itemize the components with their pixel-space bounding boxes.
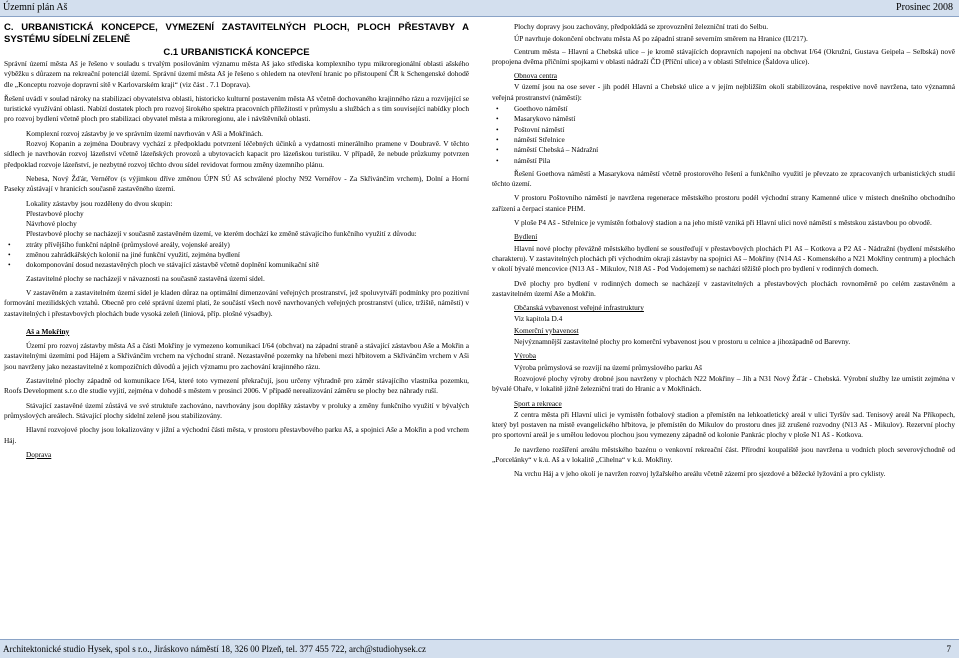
paragraph: Správní území města Aš je řešeno v souladu s trvalým posilováním významu města Aš jako střediska komplexního typu mikroregionální oblasti ašského výběžku s důrazem na rekreační potenciál území. Správní území města Aš je řešeno s ohledem na otevření hranic po přistoupení ČR k Schengenské dohodě dle „Konceptu rozvoje dopravní sítě v Karlovarském kraji“ (viz část . 7.1 Doprava). [4,59,469,89]
list-item: • náměstí Chebská – Nádražní [492,145,955,155]
paragraph: Zastavitelné plochy západně od komunikace I/64, které toto vymezení překračují, jsou určeny výhradně pro záměr stávajícího vlastníka pozemku, Roofs Development s.r.o dle studie vyjití, zejména v dohodě s městem v prosinci 2006. V případě nerealizování záměru se plochy bez náhrady ruší. [4,376,469,396]
heading-sport-rekreace: Sport a rekreace [514,398,562,408]
list-item: Přestavbové plochy [26,208,84,218]
right-column [492,22,955,484]
paragraph: Komplexní rozvoj zástavby je ve správním území navrhován v Aši a Mokřinách. [26,128,263,138]
list-item: • náměstí Střelnice [492,135,955,145]
paragraph: Hlavní nové plochy převážně městského bydlení se soustřeďují v přestavbových plochách P1 Aš – Kotkova a P2 Aš - Nádražní (bydlení městského charakteru). V zastavitelných plochách při východním okraji zástavby na spojnici Aš – Mokřiny (N14 Aš - Komenského a N21 Mokřiny centrum) a plochách v okolí bývalé mencovice (N13 Aš - Mikulov, N18 Aš - Pod Vodojemem) se nachází těžiště ploch pro bydlení v rodinných domech. [492,243,955,274]
page-header [0,0,959,17]
heading-doprava: Doprava [26,449,52,459]
heading-bydleni: Bydlení [514,232,538,242]
list-item: • náměstí Pila [492,156,955,166]
reason-list [4,240,469,271]
paragraph: Plochy dopravy jsou zachovány, předpokládá se zprovoznění železniční trati do Selbu. [514,22,769,31]
paragraph: Rozvoj Kopanin a zejména Doubravy vychází z předpokladu potvrzení léčebných účinků a vydatnosti minerálního pramene v Doubravě. V těchto sídlech je navrhován rozvoj lázeňství včetně lázeňských provozů a ubytovacích kapacit pro lázeňskou turistiku. V případě, že nebude průzkumy potvrzen předpoklad rozvoje lázeňství, je nezbytné rozvoj těchto dvou sídel revidovat formou změny územního plánu. [4,139,469,169]
list-item: Návrhové plochy [26,219,77,229]
paragraph: Z centra města při Hlavní ulici je vymístěn fotbalový stadion a přemístěn na lehkoatletický areál v ulici Tyršův sad. Tenisový areál Na Příkopech, který byl postaven na místě evangelického hřbitova, je přemístěn do Mikulov do prostoru dnes již zrušené rozvodny (N13 Aš - Mikulov). Rezervní plochy pro sportovní areál je s umělou ledovou plochou jsou vymezeny západně od kolonie Pankrác plochy v ploše N1 Aš - Kotkova. [492,409,955,440]
group-list [4,209,469,230]
heading-obnova-centra: Obnova centra [514,71,558,81]
subsection-heading: C.1 URBANISTICKÁ KONCEPCE [163,47,310,58]
paragraph: V zastavěném a zastavitelném území sídel je kladen důraz na optimální dimenzování veřejných prostranství, jež spoluvytváří podmínky pro pozitivní formování mezilidských vztahů. Obecně pro celé správní území platí, že součástí všech nově navrhovaných veřejných prostranství (ulice, tržiště, náměstí) v zastavitelných i přestavbových plochách bude vysoká zeleň (liniová, příp. plošné výsadby). [4,287,469,318]
page-number: 7 [946,644,951,654]
paragraph: Na vrchu Háj a v jeho okolí je navržen rozvoj lyžařského areálu včetně zázemí pro sjezdové a běžecké lyžování a pro cyklisty. [514,469,886,479]
list-item: • Poštovní náměstí [492,125,955,135]
paragraph: Dvě plochy pro bydlení v rodinných domech se nacházejí v zastavitelných a přestavbových plochách rovnoměrně po celém zastavěném a zastavitelném území Aše a Mokřin. [492,278,955,298]
heading-obcanska-vybavenost: Občanská vybavenost veřejné infrastruktury [514,303,644,313]
list-item: • ztráty přívějšího funkční náplně (průmyslové areály, vojenské areály) [4,240,469,250]
footer-contact: Architektonické studio Hysek, spol s r.o., Jiráskovo náměstí 18, 326 00 Plzeň, tel. 377 455 722, arch@studiohysek.cz [3,644,426,654]
squares-list [492,104,955,166]
paragraph: V území jsou na ose sever - jih podél Hlavní a Chebské ulice a v jejím nejbližším okolí stabilizována, respektive nově navržena, tato významná veřejná prostranství (náměstí): [492,82,955,102]
paragraph: Rozvojové plochy výroby drobné jsou navrženy v plochách N22 Mokřiny – Jih a N31 Nový Žďár - Chebská. Výrobní služby lze umístit zejména v bývalé Ohaře, v lokalitě jižně železniční trati do Hranic a v Mokřinách. [492,373,955,394]
paragraph: Stávající zastavěné území zůstává ve své struktuře zachováno, navrhovány jsou doplňky zástavby v proluky a změny funkčního využití v bývalých průmyslových areálech. Stávající plochy sídelní zeleně jsou stabilizovány. [4,400,469,420]
paragraph: Nebesa, Nový Žďár, Vernéřov (s výjimkou dříve změnou ÚPN SÚ Aš schválené plochy N92 Vernéřov - Za Skřivánčím vrchem), Dolní a Horní Paseky zůstávají v hranicích současně zastavěného území. [4,173,469,194]
paragraph: Výroba průmyslová se rozvíjí na území průmyslového parku Aš [514,362,703,372]
page-footer [0,639,959,658]
heading-vyroba: Výroba [514,351,537,361]
paragraph: Centrum města – Hlavní a Chebská ulice – je kromě stávajících dopravních napojení na obchvat I/64 (Okružní, Gustava Geipela – Selbská) nově propojena dvěma přičními spojkami v oblasti nádraží ČD (Příční ulice) a v oblasti Střelnice (Šaldova ulice). [492,46,955,66]
paragraph: ÚP navrhuje dokončení obchvatu města Aš po západní straně severním směrem na Hranice (II/217). [514,34,808,44]
paragraph: Řešení uvádí v soulad nároky na stabilizaci obyvatelstva oblasti, historicko kulturní postavením města Aš včetně dochovaného krajinného rázu a rozvíjející se turistické využívání oblasti. Nabízí dostatek ploch pro rozvoj širokého spektra pracovních příležitostí v průmyslu a službách a s tím související nabídky ploch pro rozvoj bydlení včetně ploch pro stabilizaci obyvatel města a mikroregionu, ale i návštěvníků oblasti. [4,93,469,124]
list-item: • změnou zahrádkářských kolonií na jiné funkční využití, zejména bydlení [4,250,469,260]
paragraph: Přestavbové plochy se nacházejí v současně zastavěném území, ve kterém dochází ke změně stávajícího funkčního využití z důvodu: [26,229,417,239]
header-title: Územní plán Aš [3,2,68,13]
paragraph: Zastavitelné plochy se nacházejí v návaznosti na současně zastavěná území sídel. [26,273,265,283]
section-heading: C. URBANISTICKÁ KONCEPCE, VYMEZENÍ ZASTAVITELNÝCH PLOCH, PLOCH PŘESTAVBY A SYSTÉMU SÍDELNÍ ZELENĚ [4,22,469,45]
paragraph: Viz kapitola D.4 [514,314,563,324]
heading-as-mokriny: Aš a Mokřiny [26,326,70,336]
paragraph: Hlavní rozvojové plochy jsou lokalizovány v jižní a východní části města, v prostoru přestavbového parku Aš, a spojnici Aše a Mokřin a pod vrchem Háj. [4,425,469,445]
paragraph: Řešení Goethova náměstí a Masarykova náměstí včetně prostorového řešení a funkčního využití je převzato ze zpracovaných urbanistických studií těchto území. [492,168,955,189]
list-item: • Masarykovo náměstí [492,114,955,124]
paragraph: Území pro rozvoj zástavby města Aš a části Mokřiny je vymezeno komunikací I/64 (obchvat) na západní straně a stávající zástavbou Aše a Mokřin a zastavitelnými územími pod Hájem a Skřivánčím vrchem na východní straně. Nezastavěné pozemky na hřebeni mezi hřbitovem a Skřivánčím vrchem v Aši jsou navrženy jako nezastavitelné z kompozičních důvodů a jejich významu pro zachování krajinného rázu. [4,341,469,371]
list-item: • dokomponování dosud nezastavěných ploch ve stávající zástavbě včetně doplnění komunikační sítě [4,260,469,270]
paragraph: Lokality zástavby jsou rozděleny do dvou skupin: [26,198,173,208]
heading-komercni-vybavenost: Komerční vybavenost [514,325,579,335]
left-column [4,22,469,464]
paragraph: V prostoru Poštovního náměstí je navržena regenerace městského prostoru podél východní strany Kamenné ulice v místech dnešního obchodního zařízení a čerpací stanice PHM. [492,193,955,213]
list-item: • Goethovo náměstí [492,104,955,114]
paragraph: V ploše P4 Aš - Střelnice je vymístěn fotbalový stadion a na jeho místě vzniká při Hlavní ulici nové náměstí s městskou zástavbou po obvodě. [514,218,932,228]
paragraph: Je navrženo rozšíření areálu městského bazénu o venkovní rekreační část. Přírodní koupaliště jsou navržena u vodních ploch severovýchodně od „Porcelánky“ v k.ú. Aš a v lokalitě „Cihelna“ v k.ú. Mokřiny. [492,444,955,464]
header-date: Prosinec 2008 [896,2,953,13]
paragraph: Nejvýznamnější zastavitelné plochy pro komerční vybavenost jsou v prostoru u celnice a jihozápadně od Barevny. [514,337,851,347]
